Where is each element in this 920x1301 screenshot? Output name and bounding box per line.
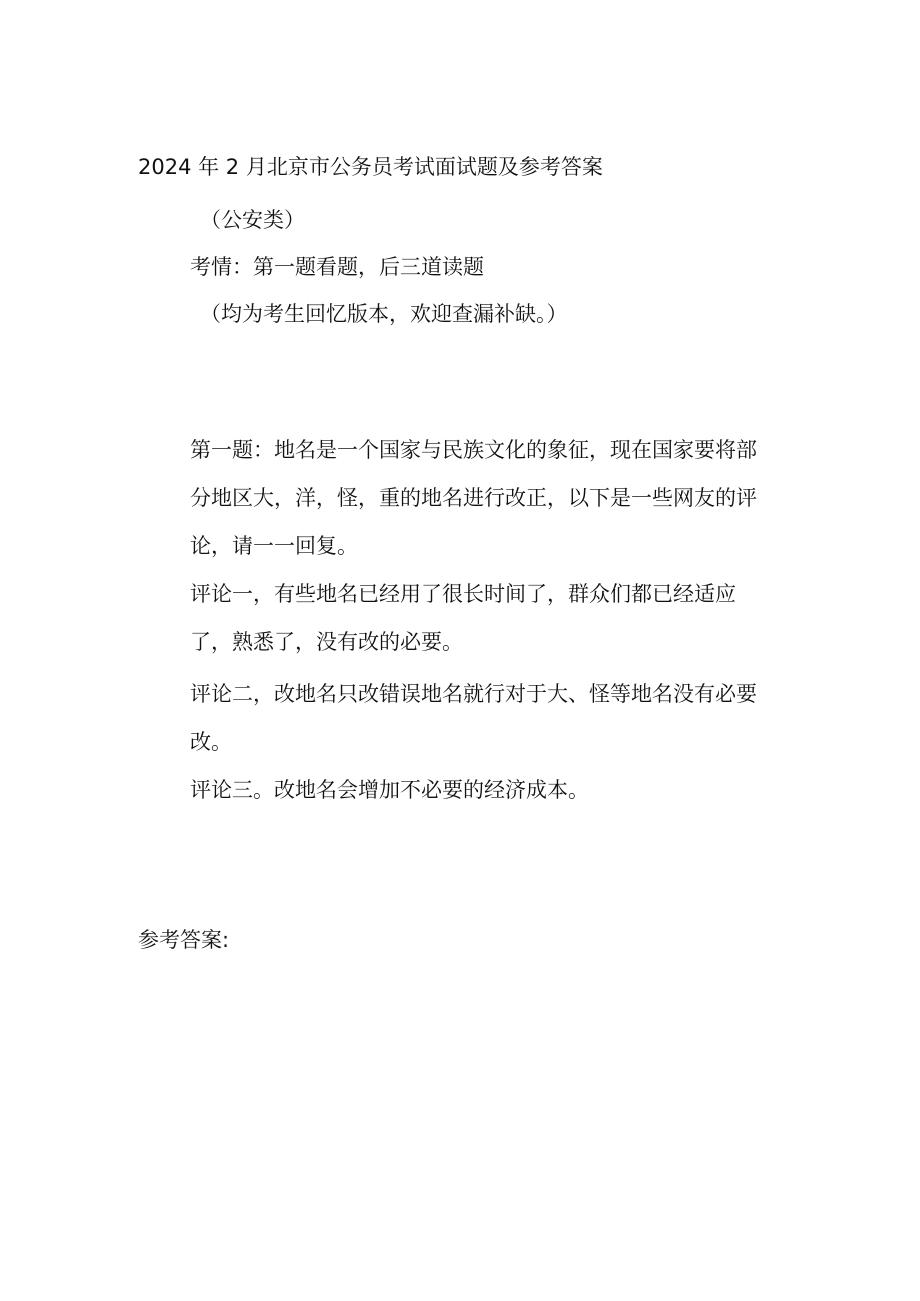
comment-text-line: 评论三。改地名会增加不必要的经济成本。 bbox=[190, 778, 589, 802]
question-text-line: 论，请一一回复。 bbox=[190, 534, 358, 558]
exam-info: 考情：第一题看题，后三道读题 bbox=[190, 255, 484, 279]
document-title: 2024 年 2 月北京市公务员考试面试题及参考答案 bbox=[138, 155, 603, 179]
comment-text-line: 评论一，有些地名已经用了很长时间了，群众们都已经适应 bbox=[190, 582, 736, 606]
comment-text-line: 了，熟悉了，没有改的必要。 bbox=[190, 630, 463, 654]
question-text-line: 分地区大，洋，怪，重的地名进行改正，以下是一些网友的评 bbox=[190, 486, 757, 510]
comment-text-line: 评论二，改地名只改错误地名就行对于大、怪等地名没有必要 bbox=[190, 682, 757, 706]
comment-text-line: 改。 bbox=[190, 730, 232, 754]
recall-note: （均为考生回忆版本，欢迎查漏补缺。） bbox=[200, 302, 568, 326]
document-category: （公安类） bbox=[200, 208, 305, 232]
question-text-line: 第一题：地名是一个国家与民族文化的象征，现在国家要将部 bbox=[190, 438, 757, 462]
reference-answer-label: 参考答案: bbox=[138, 928, 230, 952]
